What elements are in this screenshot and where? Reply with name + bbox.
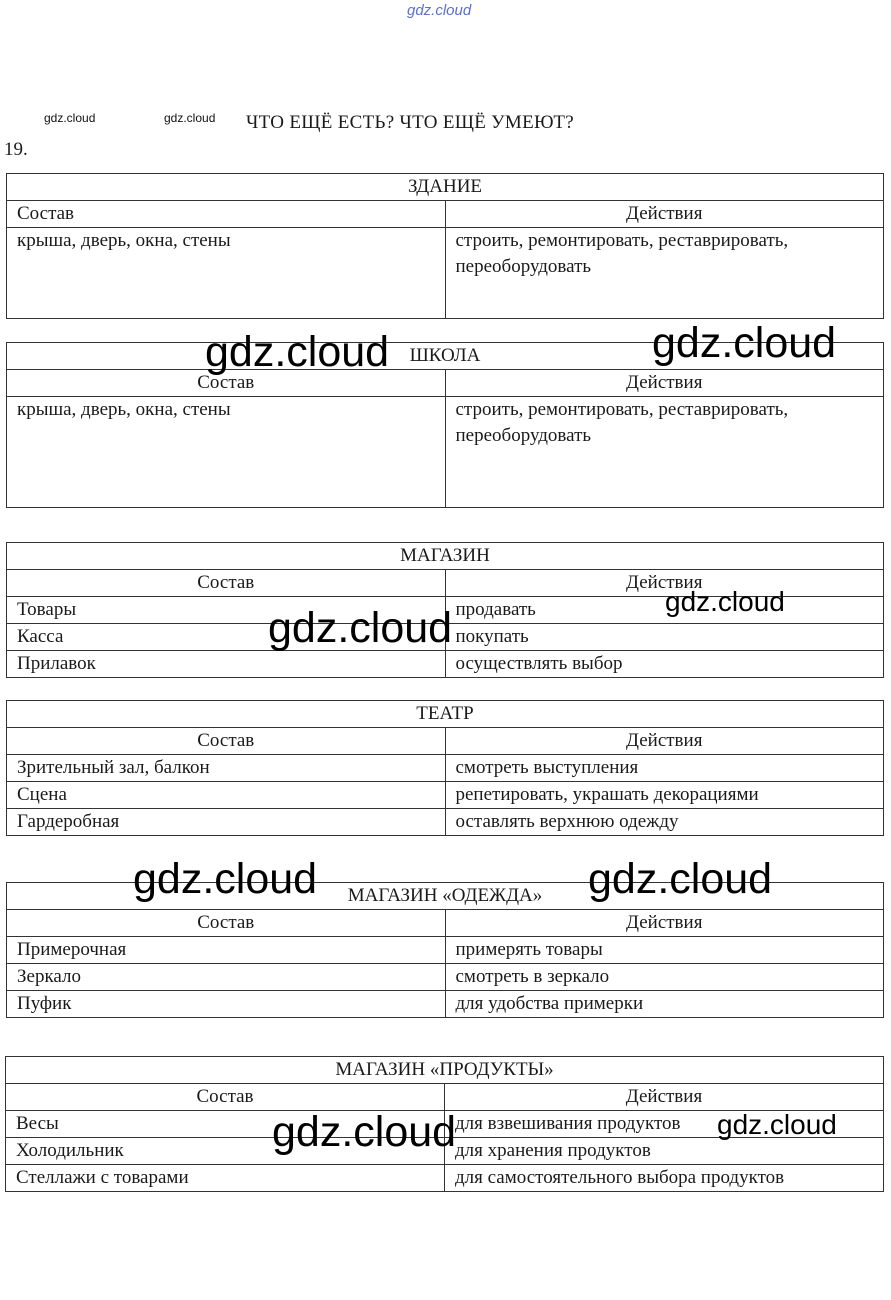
- page-title: ЧТО ЕЩЁ ЕСТЬ? ЧТО ЕЩЁ УМЕЮТ?: [246, 112, 575, 133]
- watermark-big: gdz.cloud: [205, 328, 390, 376]
- cell-deystviya: репетировать, украшать декорациями: [445, 782, 884, 809]
- cell-sostav: Пуфик: [7, 991, 446, 1018]
- cell-sostav: крыша, дверь, окна, стены: [7, 228, 446, 319]
- col-header-sostav: Состав: [7, 370, 446, 397]
- cell-deystviya: примерять товары: [445, 937, 884, 964]
- col-header-sostav: Состав: [7, 570, 446, 597]
- col-header-sostav: Состав: [7, 728, 446, 755]
- table-theatre: [6, 700, 884, 836]
- col-header-deystviya: Действия: [445, 570, 884, 597]
- col-header-deystviya: Действия: [445, 910, 884, 937]
- table-row: [7, 937, 884, 964]
- watermark-top: gdz.cloud: [407, 2, 472, 19]
- watermark-medium: gdz.cloud: [717, 1109, 837, 1140]
- cell-sostav: Холодильник: [6, 1138, 445, 1165]
- cell-deystviya: смотреть выступления: [445, 755, 884, 782]
- cell-sostav: Весы: [6, 1111, 445, 1138]
- watermark-big: gdz.cloud: [268, 604, 453, 652]
- cell-deystviya: для удобства примерки: [445, 991, 884, 1018]
- table-title: ШКОЛА: [7, 343, 884, 370]
- cell-deystviya: для хранения продуктов: [445, 1138, 884, 1165]
- watermark-big: gdz.cloud: [588, 855, 773, 903]
- cell-sostav: крыша, дверь, окна, стены: [7, 397, 446, 508]
- cell-sostav: Касса: [7, 624, 446, 651]
- watermark-medium: gdz.cloud: [665, 586, 785, 617]
- table-title: ЗДАНИЕ: [7, 174, 884, 201]
- table-row: [7, 809, 884, 836]
- col-header-deystviya: Действия: [445, 370, 884, 397]
- cell-deystviya: строить, ремонтировать, реставрировать, переоборудовать: [445, 228, 884, 319]
- col-header-sostav: Состав: [6, 1084, 445, 1111]
- cell-sostav: Зрительный зал, балкон: [7, 755, 446, 782]
- table-row: [7, 782, 884, 809]
- table-row: [7, 964, 884, 991]
- table-row: [7, 755, 884, 782]
- cell-deystviya: осуществлять выбор: [445, 651, 884, 678]
- cell-deystviya: покупать: [445, 624, 884, 651]
- cell-deystviya: продавать: [445, 597, 884, 624]
- watermark-big: gdz.cloud: [133, 855, 318, 903]
- col-header-deystviya: Действия: [445, 728, 884, 755]
- cell-sostav: Зеркало: [7, 964, 446, 991]
- cell-sostav: Товары: [7, 597, 446, 624]
- watermark-small-mid: gdz.cloud: [164, 111, 216, 125]
- cell-deystviya: для взвешивания продуктов: [445, 1111, 884, 1138]
- cell-sostav: Сцена: [7, 782, 446, 809]
- col-header-deystviya: Действия: [445, 201, 884, 228]
- table-row: [7, 991, 884, 1018]
- cell-deystviya: для самостоятельного выбора продуктов: [445, 1165, 884, 1192]
- exercise-number: 19.: [4, 139, 28, 160]
- col-header-sostav: Состав: [7, 910, 446, 937]
- table-row: [7, 651, 884, 678]
- table-title: ТЕАТР: [7, 701, 884, 728]
- cell-deystviya: смотреть в зеркало: [445, 964, 884, 991]
- cell-sostav: Стеллажи с товарами: [6, 1165, 445, 1192]
- cell-sostav: Прилавок: [7, 651, 446, 678]
- watermark-big: gdz.cloud: [272, 1108, 457, 1156]
- col-header-sostav: Состав: [7, 201, 446, 228]
- cell-sostav: Примерочная: [7, 937, 446, 964]
- table-title: МАГАЗИН «ПРОДУКТЫ»: [6, 1057, 884, 1084]
- cell-deystviya: строить, ремонтировать, реставрировать, переоборудовать: [445, 397, 884, 508]
- cell-sostav: Гардеробная: [7, 809, 446, 836]
- table-title: МАГАЗИН: [7, 543, 884, 570]
- table-row: [6, 1165, 884, 1192]
- watermark-small-left: gdz.cloud: [44, 111, 96, 125]
- table-building: [6, 173, 884, 319]
- table-title: МАГАЗИН «ОДЕЖДА»: [7, 883, 884, 910]
- col-header-deystviya: Действия: [445, 1084, 884, 1111]
- watermark-big: gdz.cloud: [652, 319, 837, 367]
- cell-deystviya: оставлять верхнюю одежду: [445, 809, 884, 836]
